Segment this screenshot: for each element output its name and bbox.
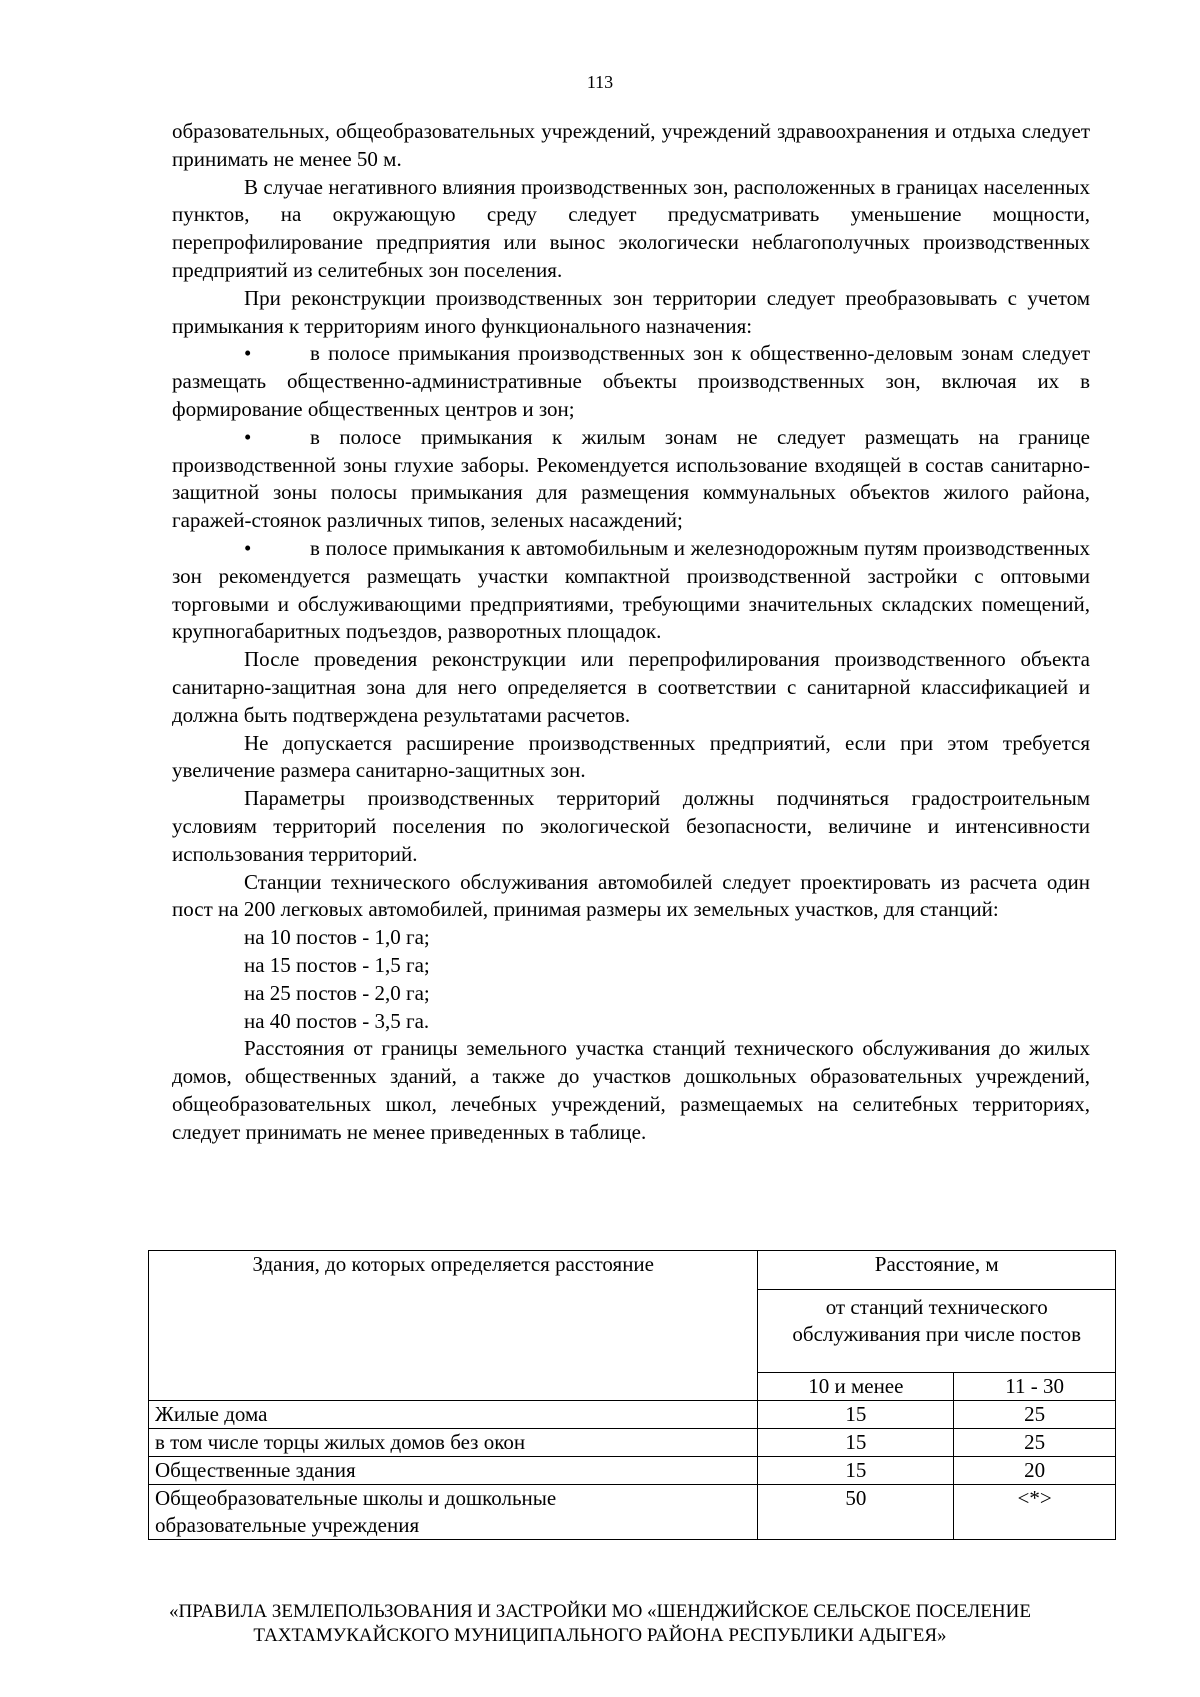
bullet-item <box>172 340 1090 423</box>
table-cell-name: в том числе торцы жилых домов без окон <box>149 1429 758 1457</box>
table-header-col2: 11 - 30 <box>954 1373 1116 1401</box>
list-item: на 15 постов - 1,5 га; <box>244 952 430 977</box>
table-row <box>149 1401 1116 1429</box>
distance-table <box>148 1250 1116 1540</box>
document-body <box>172 118 1090 1146</box>
bullet-item <box>172 535 1090 646</box>
paragraph: Расстояния от границы земельного участка станций технического обслуживания до жилых домов, общественных зданий, а также до участков дошкольных образовательных учреждений, общеобразовательных школ, лечебных учреждений, размещаемых на селитебных территориях, следует принимать не менее приведенных в таблице. <box>172 1036 1090 1144</box>
paragraph: образовательных, общеобразовательных учреждений, учреждений здравоохранения и отдыха следует принимать не менее 50 м. <box>172 119 1090 171</box>
table-header-sub: от станций технического обслуживания при числе постов <box>758 1290 1116 1373</box>
table-row <box>149 1429 1116 1457</box>
table-cell-value: <*> <box>954 1485 1116 1540</box>
table-cell-value: 15 <box>758 1429 954 1457</box>
paragraph: Не допускается расширение производственных предприятий, если при этом требуется увеличение размера санитарно-защитных зон. <box>172 730 1090 783</box>
table-header-col1: 10 и менее <box>758 1373 954 1401</box>
table-cell-value: 50 <box>758 1485 954 1540</box>
bullet-icon: • <box>244 535 252 560</box>
paragraph: Станции технического обслуживания автомобилей следует проектировать из расчета один пост на 200 легковых автомобилей, принимая размеры их земельных участков, для станций: <box>172 869 1090 922</box>
paragraph: При реконструкции производственных зон территории следует преобразовывать с учетом примыкания к территориям иного функционального назначения: <box>172 285 1090 338</box>
table-header-buildings: Здания, до которых определяется расстояние <box>149 1251 758 1401</box>
list-item: на 40 постов - 3,5 га. <box>244 1008 430 1033</box>
table-cell-value: 15 <box>758 1401 954 1429</box>
table-cell-value: 15 <box>758 1457 954 1485</box>
bullet-item <box>172 424 1090 535</box>
table-cell-name: Жилые дома <box>149 1401 758 1429</box>
list-item: на 10 постов - 1,0 га; <box>244 925 430 950</box>
table-cell-value: 25 <box>954 1429 1116 1457</box>
page-number: 113 <box>586 72 614 92</box>
paragraph: В случае негативного влияния производственных зон, расположенных в границах населенных пунктов, на окружающую среду следует предусматривать уменьшение мощности, перепрофилирование предприятия или вынос экологически неблагополучных производственных предприятий из селитебных зон поселения. <box>172 174 1090 282</box>
document-footer <box>0 1600 1200 1648</box>
table-row <box>149 1457 1116 1485</box>
paragraph: После проведения реконструкции или перепрофилирования производственного объекта санитарно-защитная зона для него определяется в соответствии с санитарной классификацией и должна быть подтверждена результатами расчетов. <box>172 647 1090 727</box>
table-header-distance: Расстояние, м <box>758 1251 1116 1290</box>
bullet-text: в полосе примыкания к жилым зонам не следует размещать на границе производственной зоны глухие заборы. Рекомендуется использование входящей в состав санитарно-защитной зоны полосы примыкания для размещения коммунальных объектов жилого района, гаражей-стоянок различных типов, зеленых насаждений; <box>172 424 1090 533</box>
bullet-icon: • <box>244 341 252 366</box>
table-cell-value: 25 <box>954 1401 1116 1429</box>
footer-line: «ПРАВИЛА ЗЕМЛЕПОЛЬЗОВАНИЯ И ЗАСТРОЙКИ МО «ШЕНДЖИЙСКОЕ СЕЛЬСКОЕ ПОСЕЛЕНИЕ <box>169 1601 1031 1622</box>
list-item: на 25 постов - 2,0 га; <box>244 980 430 1005</box>
table-row <box>149 1485 1116 1540</box>
paragraph: Параметры производственных территорий должны подчиняться градостроительным условиям территорий поселения по экологической безопасности, величине и интенсивности использования территорий. <box>172 786 1090 866</box>
footer-line: ТАХТАМУКАЙСКОГО МУНИЦИПАЛЬНОГО РАЙОНА РЕСПУБЛИКИ АДЫГЕЯ» <box>253 1625 947 1646</box>
bullet-icon: • <box>244 424 252 449</box>
bullet-text: в полосе примыкания к автомобильным и железнодорожным путям производственных зон рекомендуется размещать участки компактной производственной застройки с оптовыми торговыми и обслуживающими предприятиями, требующими значительных складских помещений, крупногабаритных подъездов, разворотных площадок. <box>172 535 1090 644</box>
table-cell-name: Общественные здания <box>149 1457 758 1485</box>
table-cell-value: 20 <box>954 1457 1116 1485</box>
table-cell-name: Общеобразовательные школы и дошкольные образовательные учреждения <box>149 1485 758 1540</box>
bullet-text: в полосе примыкания производственных зон к общественно-деловым зонам следует размещать общественно-административные объекты производственных зон, включая их в формирование общественных центров и зон; <box>172 341 1090 421</box>
